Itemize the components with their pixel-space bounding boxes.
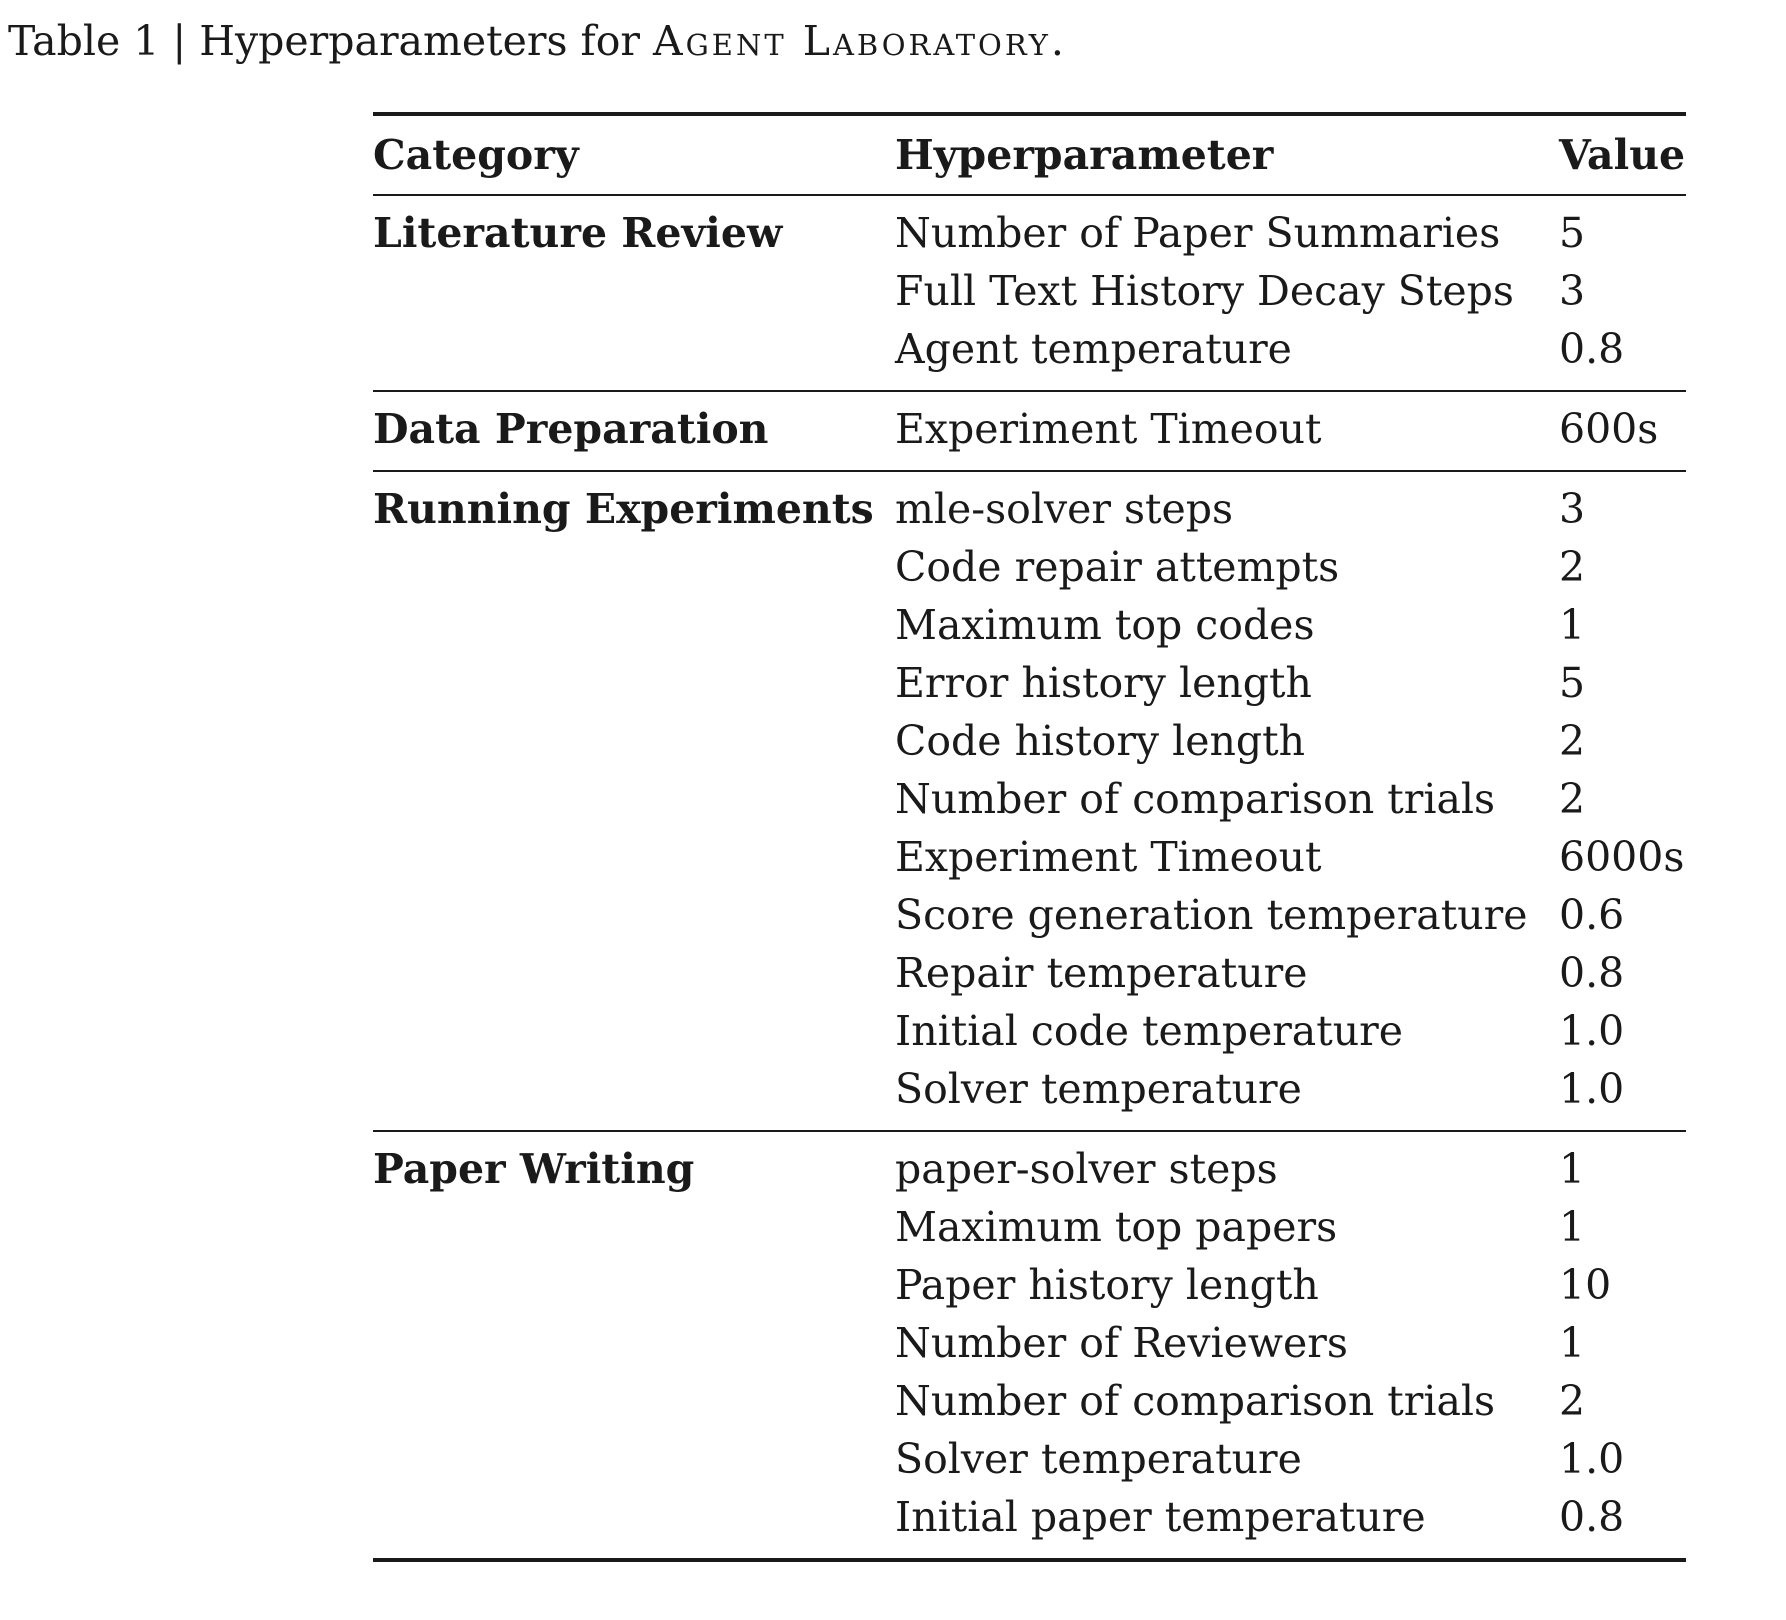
- category-cell: Data Preparation: [373, 405, 769, 453]
- table-row: [373, 1002, 1686, 1060]
- table-group: [373, 472, 1686, 1130]
- hyperparameter-cell: Number of Reviewers: [895, 1319, 1348, 1367]
- value-cell: 1.0: [1559, 1065, 1625, 1113]
- bottom-rule: [373, 1558, 1686, 1562]
- hyperparameter-cell: Score generation temperature: [895, 891, 1528, 939]
- hyperparameter-cell: Repair temperature: [895, 949, 1308, 997]
- hyperparameter-cell: Code repair attempts: [895, 543, 1340, 591]
- table-row: [373, 1430, 1686, 1488]
- table-row: [373, 204, 1686, 262]
- value-cell: 2: [1559, 717, 1586, 765]
- table-row: [373, 1060, 1686, 1118]
- value-cell: 600s: [1559, 405, 1659, 453]
- value-cell: 2: [1559, 775, 1586, 823]
- category-cell: Literature Review: [373, 209, 783, 257]
- hyperparameter-cell: Number of comparison trials: [895, 775, 1496, 823]
- value-cell: 1.0: [1559, 1435, 1625, 1483]
- category-cell: Paper Writing: [373, 1145, 695, 1193]
- value-cell: 5: [1559, 209, 1586, 257]
- header-category: Category: [373, 131, 579, 179]
- header-hyperparameter: Hyperparameter: [895, 131, 1274, 179]
- value-cell: 5: [1559, 659, 1586, 707]
- value-cell: 6000s: [1559, 833, 1685, 881]
- table-row: [373, 712, 1686, 770]
- table-body: [373, 196, 1686, 1558]
- value-cell: 3: [1559, 485, 1586, 533]
- table-row: [373, 400, 1686, 458]
- hyperparameter-cell: Number of Paper Summaries: [895, 209, 1501, 257]
- hyperparameter-cell: Error history length: [895, 659, 1312, 707]
- table-row: [373, 1314, 1686, 1372]
- category-cell: Running Experiments: [373, 485, 874, 533]
- hyperparameter-cell: Solver temperature: [895, 1435, 1302, 1483]
- table-row: [373, 1256, 1686, 1314]
- value-cell: 0.8: [1559, 949, 1625, 997]
- value-cell: 0.6: [1559, 891, 1625, 939]
- value-cell: 1: [1559, 1319, 1586, 1367]
- caption-system-name: Agent Laboratory: [653, 17, 1051, 65]
- value-cell: 2: [1559, 543, 1586, 591]
- table-group: [373, 1132, 1686, 1558]
- caption-prefix: Table 1 | Hyperparameters for: [8, 17, 654, 65]
- hyperparameter-table: [373, 112, 1686, 1562]
- table-row: [373, 538, 1686, 596]
- table-row: [373, 654, 1686, 712]
- hyperparameter-cell: Paper history length: [895, 1261, 1319, 1309]
- table-header-row: [373, 116, 1686, 194]
- table-row: [373, 886, 1686, 944]
- caption-suffix: .: [1050, 17, 1064, 65]
- hyperparameter-cell: Code history length: [895, 717, 1306, 765]
- hyperparameter-cell: Maximum top papers: [895, 1203, 1338, 1251]
- hyperparameter-cell: Experiment Timeout: [895, 833, 1322, 881]
- hyperparameter-cell: mle-solver steps: [895, 485, 1234, 533]
- header-value: Value: [1559, 131, 1686, 179]
- table-row: [373, 1198, 1686, 1256]
- table-group: [373, 196, 1686, 390]
- hyperparameter-cell: Initial code temperature: [895, 1007, 1403, 1055]
- table-row: [373, 1140, 1686, 1198]
- value-cell: 0.8: [1559, 325, 1625, 373]
- value-cell: 2: [1559, 1377, 1586, 1425]
- hyperparameter-cell: Number of comparison trials: [895, 1377, 1496, 1425]
- value-cell: 1.0: [1559, 1007, 1625, 1055]
- value-cell: 3: [1559, 267, 1586, 315]
- value-cell: 0.8: [1559, 1493, 1625, 1541]
- hyperparameter-cell: Solver temperature: [895, 1065, 1302, 1113]
- table-row: [373, 944, 1686, 1002]
- table-row: [373, 1372, 1686, 1430]
- table-caption: [8, 10, 1064, 72]
- table-row: [373, 770, 1686, 828]
- hyperparameter-cell: Initial paper temperature: [895, 1493, 1426, 1541]
- table-group: [373, 392, 1686, 470]
- hyperparameter-cell: Full Text History Decay Steps: [895, 267, 1514, 315]
- value-cell: 1: [1559, 1145, 1586, 1193]
- table-row: [373, 480, 1686, 538]
- hyperparameter-cell: Agent temperature: [895, 325, 1292, 373]
- value-cell: 1: [1559, 601, 1586, 649]
- table-row: [373, 320, 1686, 378]
- hyperparameter-cell: Experiment Timeout: [895, 405, 1322, 453]
- table-row: [373, 262, 1686, 320]
- hyperparameter-cell: paper-solver steps: [895, 1145, 1278, 1193]
- value-cell: 10: [1559, 1261, 1612, 1309]
- table-row: [373, 596, 1686, 654]
- table-row: [373, 1488, 1686, 1546]
- hyperparameter-cell: Maximum top codes: [895, 601, 1315, 649]
- value-cell: 1: [1559, 1203, 1586, 1251]
- table-row: [373, 828, 1686, 886]
